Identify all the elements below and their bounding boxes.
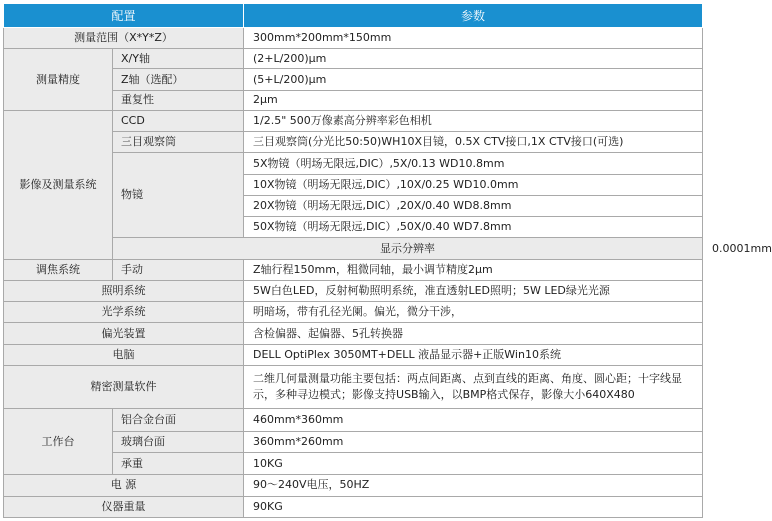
computer-label: 电脑 bbox=[4, 344, 244, 365]
computer-value: DELL OptiPlex 3050MT+DELL 液晶显示器+正版Win10系统 bbox=[244, 344, 703, 365]
table-row: 显示分辨率 0.0001mm bbox=[4, 238, 703, 259]
acc-z-label: Z轴（选配） bbox=[113, 69, 244, 90]
ccd-value: 1/2.5" 500万像素高分辨率彩色相机 bbox=[244, 110, 703, 131]
polar-value: 含检偏器、起偏器、5孔转换器 bbox=[244, 323, 703, 344]
table-row bbox=[4, 496, 703, 517]
tube-value: 三目观察筒(分光比50:50)WH10X目镜，0.5X CTV接口,1X CTV接口(可选) bbox=[244, 132, 703, 153]
load-label: 承重 bbox=[113, 453, 244, 475]
header-row bbox=[4, 4, 703, 28]
table-row bbox=[4, 28, 703, 49]
glass-value: 360mm*260mm bbox=[244, 431, 703, 452]
table-row bbox=[4, 302, 703, 323]
obj-20x-value: 20X物镜（明场无限远,DIC）,20X/0.40 WD8.8mm bbox=[244, 195, 703, 216]
acc-z-value: (5+L/200)μm bbox=[244, 69, 703, 90]
obj-10x-value: 10X物镜（明场无限远,DIC）,10X/0.25 WD10.0mm bbox=[244, 174, 703, 195]
imaging-label: 影像及测量系统 bbox=[4, 110, 113, 259]
table-row bbox=[4, 280, 703, 301]
optics-label: 光学系统 bbox=[4, 302, 244, 323]
lighting-label: 照明系统 bbox=[4, 280, 244, 301]
lighting-value: 5W白色LED，反射柯勒照明系统，准直透射LED照明；5W LED绿光光源 bbox=[244, 280, 703, 301]
objective-label: 物镜 bbox=[113, 153, 244, 238]
alloy-label: 铝合金台面 bbox=[113, 409, 244, 431]
table-row bbox=[4, 475, 703, 496]
table-row bbox=[4, 365, 703, 409]
power-label: 电 源 bbox=[4, 475, 244, 496]
polar-label: 偏光装置 bbox=[4, 323, 244, 344]
table-row bbox=[4, 409, 703, 431]
focus-label: 调焦系统 bbox=[4, 259, 113, 280]
resolution-label: 显示分辨率 bbox=[113, 238, 703, 259]
weight-value: 90KG bbox=[244, 496, 703, 517]
table-row bbox=[4, 323, 703, 344]
software-label: 精密测量软件 bbox=[4, 365, 244, 409]
power-value: 90～240V电压，50HZ bbox=[244, 475, 703, 496]
header-config: 配置 bbox=[4, 4, 244, 28]
stage-label: 工作台 bbox=[4, 409, 113, 475]
spec-table bbox=[3, 3, 772, 518]
obj-5x-value: 5X物镜（明场无限远,DIC）,5X/0.13 WD10.8mm bbox=[244, 153, 703, 174]
repeat-value: 2μm bbox=[244, 90, 703, 110]
load-value: 10KG bbox=[244, 453, 703, 475]
weight-label: 仪器重量 bbox=[4, 496, 244, 517]
focus-sub-label: 手动 bbox=[113, 259, 244, 280]
range-value: 300mm*200mm*150mm bbox=[244, 28, 703, 49]
table-row bbox=[4, 344, 703, 365]
obj-50x-value: 50X物镜（明场无限远,DIC）,50X/0.40 WD7.8mm bbox=[244, 217, 703, 238]
software-value: 二维几何量测量功能主要包括：两点间距离、点到直线的距离、角度、圆心距；十字线显示，多种寻边模式；影像支持USB输入，以BMP格式保存，影像大小640X480 bbox=[244, 365, 703, 409]
table-row bbox=[4, 110, 703, 131]
table-row bbox=[4, 259, 703, 280]
tube-label: 三目观察筒 bbox=[113, 132, 244, 153]
acc-xy-value: (2+L/200)μm bbox=[244, 49, 703, 69]
glass-label: 玻璃台面 bbox=[113, 431, 244, 452]
accuracy-label: 测量精度 bbox=[4, 49, 113, 111]
table-row bbox=[4, 49, 703, 69]
focus-value: Z轴行程150mm，粗微同轴，最小调节精度2μm bbox=[244, 259, 703, 280]
acc-xy-label: X/Y轴 bbox=[113, 49, 244, 69]
optics-value: 明暗场，带有孔径光阑。偏光，微分干涉， bbox=[244, 302, 703, 323]
ccd-label: CCD bbox=[113, 110, 244, 131]
alloy-value: 460mm*360mm bbox=[244, 409, 703, 431]
header-params: 参数 bbox=[244, 4, 703, 28]
repeat-label: 重复性 bbox=[113, 90, 244, 110]
range-label: 测量范围（X*Y*Z） bbox=[4, 28, 244, 49]
